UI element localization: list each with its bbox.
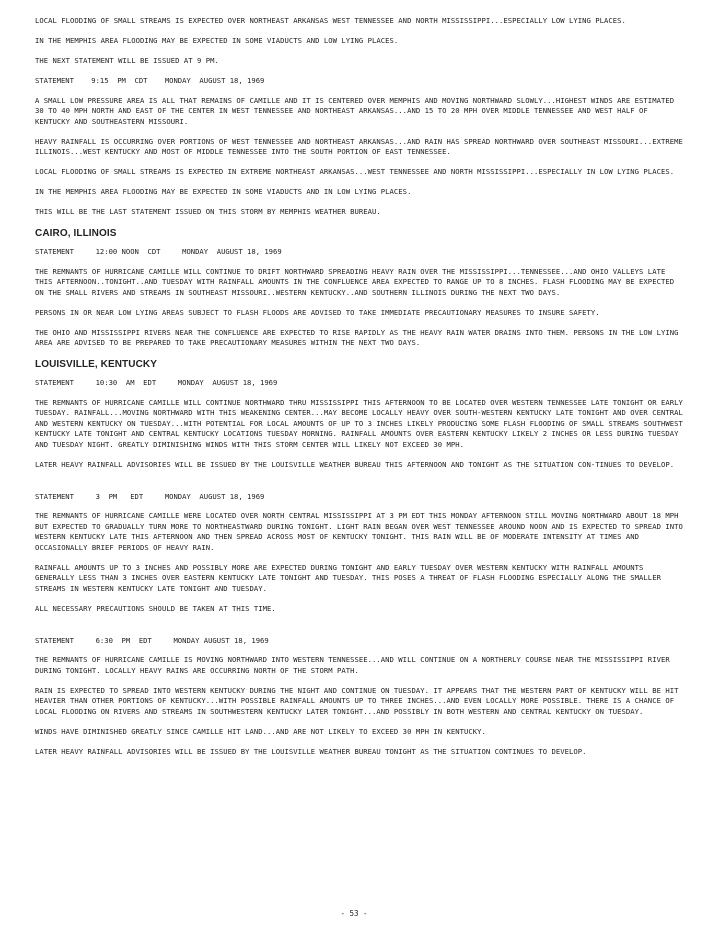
statement-header: STATEMENT 3 PM EDT MONDAY AUGUST 18, 1969 xyxy=(35,491,265,501)
bulletin-paragraph: THE REMNANTS OF HURRICANE CAMILLE IS MOVING NORTHWARD INTO WESTERN TENNESSEE...AND WILL CONTINUE ON A NORTHERLY COURSE NEAR THE MISSISSIPPI RIVER DURING TONIGHT. LOCALLY HEAVY RAINS ARE OCCURRING NORTH OF THE STORM PATH. xyxy=(35,655,670,675)
page-number: - 53 - xyxy=(340,909,368,918)
bulletin-paragraph: PERSONS IN OR NEAR LOW LYING AREAS SUBJECT TO FLASH FLOODS ARE ADVISED TO TAKE IMMEDIATE PRECAUTIONARY MEASURES TO INSURE SAFETY. xyxy=(35,307,600,317)
bulletin-paragraph: IN THE MEMPHIS AREA FLOODING MAY BE EXPECTED IN SOME VIADUCTS AND IN LOW LYING PLACES. xyxy=(35,187,412,196)
bulletin-paragraph: THE REMNANTS OF HURRICANE CAMILLE WERE LOCATED OVER NORTH CENTRAL MISSISSIPPI AT 3 PM EDT THIS MONDAY AFTERNOON STILL MOVING NORTHWARD ABOUT 18 MPH BUT EXPECTED TO GRADUALLY TURN MORE TO NORTHEASTWARD DURING TONIGHT. LIGHT RAIN BEGAN OVER WEST TENNESSEE AROUND NOON AND IS EXPECTED TO SPREAD INTO WESTERN KENTUCKY LATE THIS AFTERNOON AND THEN SPREAD ACROSS MOST OF KENTUCKY TONIGHT. THIS RAIN WILL BE OF MODERATE INTENSITY AT TIMES AND OCCASIONALLY BRIEF PERIODS OF HEAVY RAIN. xyxy=(35,511,683,552)
bulletin-paragraph: THIS WILL BE THE LAST STATEMENT ISSUED ON THIS STORM BY MEMPHIS WEATHER BUREAU. xyxy=(35,207,381,216)
bulletin-paragraph: THE REMNANTS OF HURRICANE CAMILLE WILL CONTINUE TO DRIFT NORTHWARD SPREADING HEAVY RAIN OVER THE MISSISSIPPI...TENNESSEE...AND OHIO VALLEYS LATE THIS AFTERNOON..TONIGHT..AND TUESDAY WITH RAINFALL AMOUNTS IN THE CONFLUENCE AREA EXPECTED TO RANGE UP TO 8 INCHES. FLASH FLOODING MAY BE EXPECTED ON THE SMALL RIVERS AND STREAMS IN SOUTHEAST MISSOURI..WESTERN KENTUCKY..AND SOUTHERN ILLINOIS DURING THE NEXT TWO DAYS. xyxy=(35,266,675,297)
bulletin-paragraph: LATER HEAVY RAINFALL ADVISORIES WILL BE ISSUED BY THE LOUISVILLE WEATHER BUREAU TONIGHT AS THE SITUATION CONTINUES TO DEVELOP. xyxy=(35,746,587,756)
statement-header: STATEMENT 6:30 PM EDT MONDAY AUGUST 18, 1969 xyxy=(35,635,269,645)
bulletin-paragraph: LATER HEAVY RAINFALL ADVISORIES WILL BE ISSUED BY THE LOUISVILLE WEATHER BUREAU THIS AFTERNOON AND TONIGHT AS THE SITUATION CON-TINUES TO DEVELOP. xyxy=(35,459,675,469)
bulletin-paragraph: ALL NECESSARY PRECAUTIONS SHOULD BE TAKEN AT THIS TIME. xyxy=(35,603,276,613)
bulletin-paragraph: HEAVY RAINFALL IS OCCURRING OVER PORTIONS OF WEST TENNESSEE AND NORTHEAST ARKANSAS...AND RAIN HAS SPREAD NORTHWARD OVER SOUTHEAST MISSOURI...EXTREME ILLINOIS...WEST KENTUCKY AND MOST OF MIDDLE TENNESSEE INTO THE SOUTH PORTION OF EAST TENNESSEE. xyxy=(35,136,683,156)
city-heading: LOUISVILLE, KENTUCKY xyxy=(35,359,158,370)
bulletin-paragraph: WINDS HAVE DIMINISHED GREATLY SINCE CAMILLE HIT LAND...AND ARE NOT LIKELY TO EXCEED 30 MPH IN KENTUCKY. xyxy=(35,726,486,736)
section-gap xyxy=(35,624,685,636)
city-heading: CAIRO, ILLINOIS xyxy=(35,228,117,239)
bulletin-paragraph: RAINFALL AMOUNTS UP TO 3 INCHES AND POSSIBLY MORE ARE EXPECTED DURING TONIGHT AND EARLY TUESDAY OVER WESTERN KENTUCKY WITH RAINFALL AMOUNTS GENERALLY LESS THAN 3 INCHES OVER EASTERN KENTUCKY LATE TONIGHT AND TUESDAY. THIS POSES A THREAT OF FLASH FLOODING ESPECIALLY ALONG THE SMALLER STREAMS IN WESTERN KENTUCKY LATE TONIGHT AND TUESDAY. xyxy=(35,562,661,593)
statement-header: STATEMENT 10:30 AM EDT MONDAY AUGUST 18, 1969 xyxy=(35,378,278,387)
statement-header: STATEMENT 9:15 PM CDT MONDAY AUGUST 18, 1969 xyxy=(35,76,265,85)
document-page xyxy=(35,16,685,767)
bulletin-paragraph: A SMALL LOW PRESSURE AREA IS ALL THAT REMAINS OF CAMILLE AND IT IS CENTERED OVER MEMPHIS AND MOVING NORTHWARD SLOWLY...HIGHEST WINDS ARE ESTIMATED 30 TO 40 MPH NORTH AND EAST OF THE CENTER IN WEST TENNESSEE AND NORTHEAST ARKANSAS...AND 15 TO 20 MPH OVER MIDDLE TENNESSEE AND WEST HALF OF KENTUCKY AND SOUTHEASTERN MISSOURI. xyxy=(35,95,675,126)
bulletin-paragraph: RAIN IS EXPECTED TO SPREAD INTO WESTERN KENTUCKY DURING THE NIGHT AND CONTINUE ON TUESDAY. IT APPEARS THAT THE WESTERN PART OF KENTUCKY WILL BE HIT HEAVIER THAN OTHER PORTIONS OF KENTUCKY...WITH POSSIBLE RAINFALL AMOUNTS UP TO THREE INCHES...AND EVEN LOCALLY MORE POSSIBLE. THERE IS A CHANCE OF LOCAL FLOODING ON RIVERS AND STREAMS IN SOUTHWESTERN KENTUCKY LATER TONIGHT...AND POSSIBLY IN BOTH WESTERN AND CENTRAL KENTUCKY ON TUESDAY. xyxy=(35,685,679,716)
section-gap xyxy=(35,480,685,492)
bulletin-paragraph: THE OHIO AND MISSISSIPPI RIVERS NEAR THE CONFLUENCE ARE EXPECTED TO RISE RAPIDLY AS THE HEAVY RAIN WATER DRAINS INTO THEM. PERSONS IN THE LOW LYING AREA ARE ADVISED TO BE PREPARED TO TAKE PRECAUTIONARY MEASURES WITHIN THE NEXT TWO DAYS. xyxy=(35,327,679,347)
bulletin-paragraph: THE REMNANTS OF HURRICANE CAMILLE WILL CONTINUE NORTHWARD THRU MISSISSIPPI THIS AFTERNOON TO BE LOCATED OVER WESTERN TENNESSEE LATE TONIGHT OR EARLY TUESDAY. RAINFALL...MOVING NORTHWARD WITH THIS WEAKENING CENTER...MAY BECOME LOCALLY HEAVY OVER SOUTH-WESTERN KENTUCKY LATE TONIGHT AND OVER CENTRAL AND WESTERN KENTUCKY ON TUESDAY...WITH POTENTIAL FOR LOCAL AMOUNTS OF UP TO 3 INCHES LIKELY PRODUCING SOME FLASH FLOODING OF SMALL STREAMS SOUTHWEST KENTUCKY LATE TONIGHT AND CENTRAL KENTUCKY LOCATIONS TUESDAY MORNING. RAINFALL AMOUNTS OVER EASTERN KENTUCKY LIKELY 2 INCHES OR LESS DURING TUESDAY AND TUESDAY NIGHT. GREATLY DIMINISHING WINDS WITH THIS STORM CENTER WILL LIKELY NOT EXCEED 30 MPH. xyxy=(35,397,683,449)
bulletin-paragraph: LOCAL FLOODING OF SMALL STREAMS IS EXPECTED OVER NORTHEAST ARKANSAS WEST TENNESSEE AND NORTH MISSISSIPPI...ESPECIALLY LOW LYING PLACES. xyxy=(35,16,626,25)
bulletin-paragraph: THE NEXT STATEMENT WILL BE ISSUED AT 9 PM. xyxy=(35,56,219,65)
bulletin-paragraph: LOCAL FLOODING OF SMALL STREAMS IS EXPECTED IN EXTREME NORTHEAST ARKANSAS...WEST TENNESSEE AND NORTH MISSISSIPPI...ESPECIALLY IN LOW LYING PLACES. xyxy=(35,167,675,176)
bulletin-paragraph: IN THE MEMPHIS AREA FLOODING MAY BE EXPECTED IN SOME VIADUCTS AND LOW LYING PLACES. xyxy=(35,36,399,45)
statement-header: STATEMENT 12:00 NOON CDT MONDAY AUGUST 18, 1969 xyxy=(35,247,282,256)
